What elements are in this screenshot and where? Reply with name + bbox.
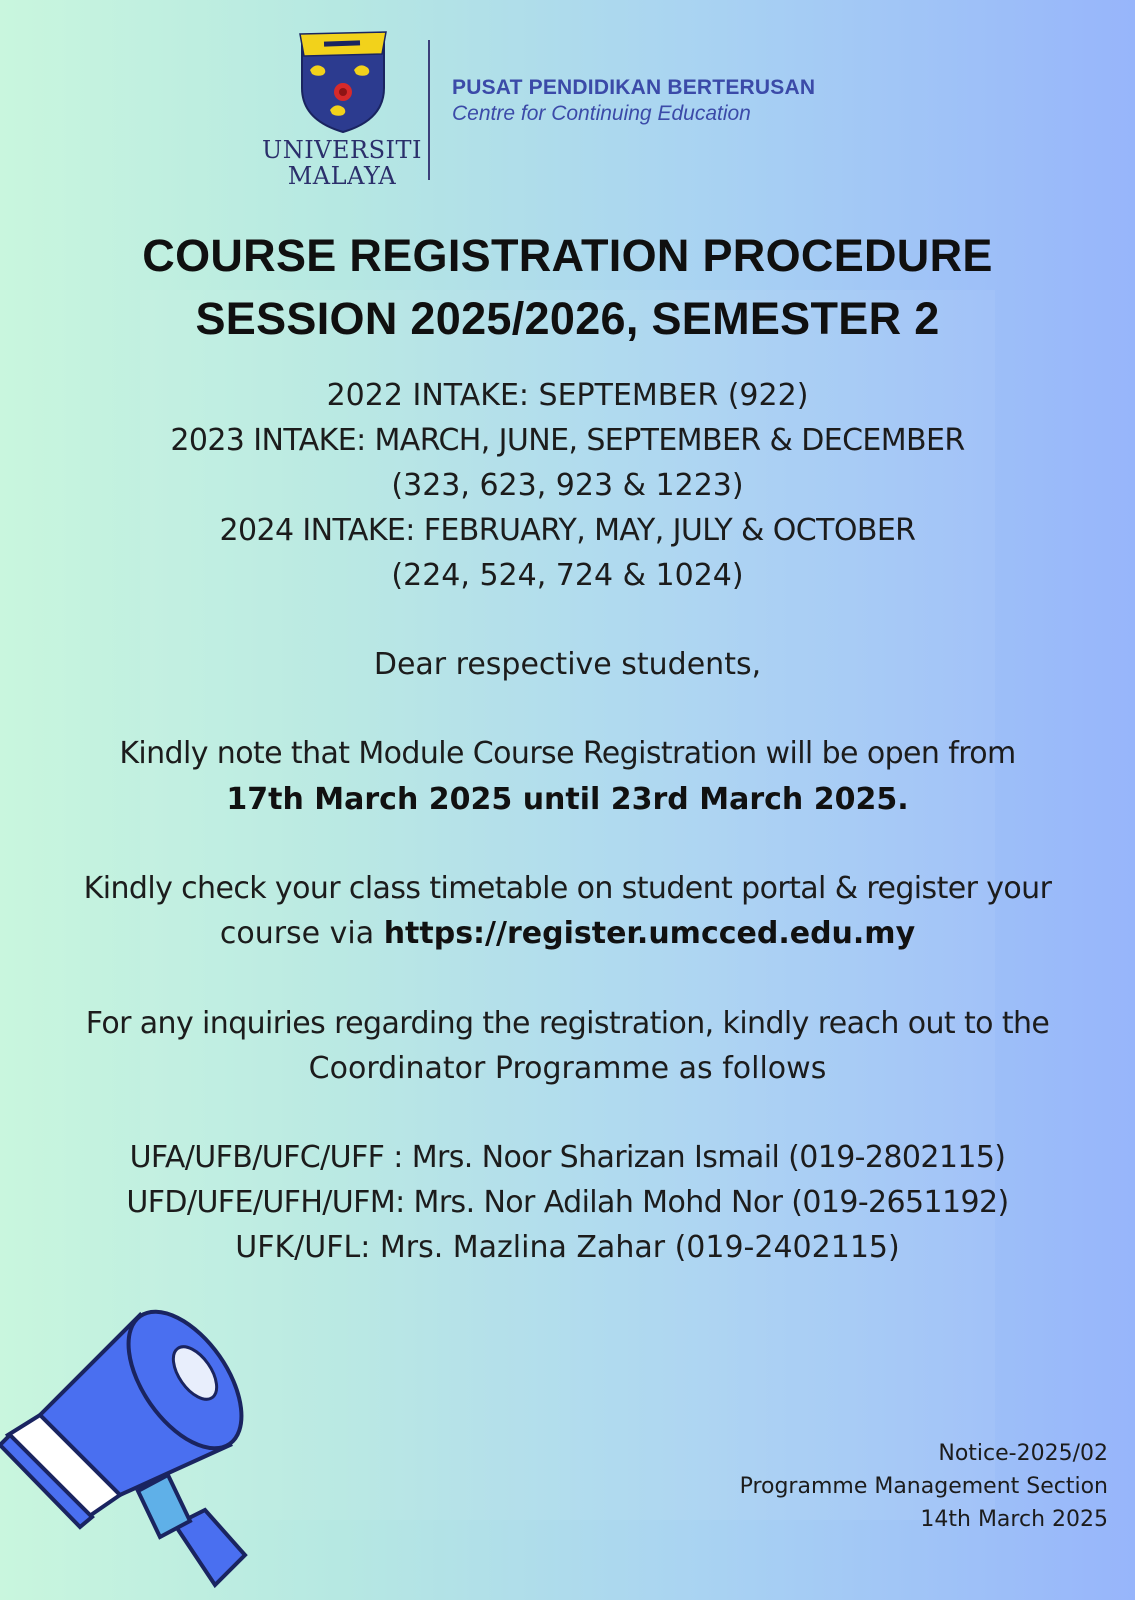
footer-date: 14th March 2025: [920, 1507, 1108, 1532]
page-title-line1: COURSE REGISTRATION PROCEDURE: [142, 230, 993, 281]
coordinator-1: UFA/UFB/UFC/UFF : Mrs. Noor Sharizan Ismail (019-2802115): [129, 1140, 1006, 1175]
university-name-line2: MALAYA: [287, 162, 397, 190]
timetable-note: Kindly check your class timetable on student portal & register your: [83, 871, 1052, 906]
intake-2022: 2022 INTAKE: SEPTEMBER (922): [326, 378, 809, 413]
intake-2023-codes: (323, 623, 923 & 1223): [391, 468, 744, 503]
greeting: Dear respective students,: [373, 647, 762, 682]
intake-2024: 2024 INTAKE: FEBRUARY, MAY, JULY & OCTOBER: [219, 513, 916, 548]
footer-section: Programme Management Section: [739, 1474, 1108, 1499]
registration-link-line: [0, 914, 1135, 954]
header: [0, 0, 1135, 220]
centre-name-english: Centre for Continuing Education: [452, 102, 751, 125]
inquiry-note: For any inquiries regarding the registration, kindly reach out to the: [85, 1006, 1050, 1041]
coordinator-2: UFD/UFE/UFH/UFM: Mrs. Nor Adilah Mohd Nor (019-2651192): [126, 1185, 1009, 1220]
university-name: [252, 137, 432, 189]
university-crest-logo: [298, 30, 388, 134]
registration-link-prefix: course via: [219, 916, 384, 951]
notice-number: Notice-2025/02: [938, 1441, 1108, 1466]
intake-2024-codes: (224, 524, 724 & 1024): [391, 558, 744, 593]
registration-dates: 17th March 2025 until 23rd March 2025.: [226, 782, 909, 817]
registration-note: Kindly note that Module Course Registration will be open from: [119, 736, 1016, 771]
page-title-line2: SESSION 2025/2026, SEMESTER 2: [195, 293, 940, 344]
centre-name-malay: PUSAT PENDIDIKAN BERTERUSAN: [452, 76, 816, 99]
registration-link[interactable]: https://register.umcced.edu.my: [383, 916, 916, 951]
intake-2023: 2023 INTAKE: MARCH, JUNE, SEPTEMBER & DECEMBER: [170, 423, 965, 458]
header-divider: [428, 40, 430, 180]
megaphone-icon: [0, 1295, 300, 1600]
coordinator-3: UFK/UFL: Mrs. Mazlina Zahar (019-2402115): [235, 1230, 900, 1265]
inquiry-note-line2: Coordinator Programme as follows: [308, 1051, 827, 1086]
university-name-line1: UNIVERSITI: [261, 136, 423, 164]
